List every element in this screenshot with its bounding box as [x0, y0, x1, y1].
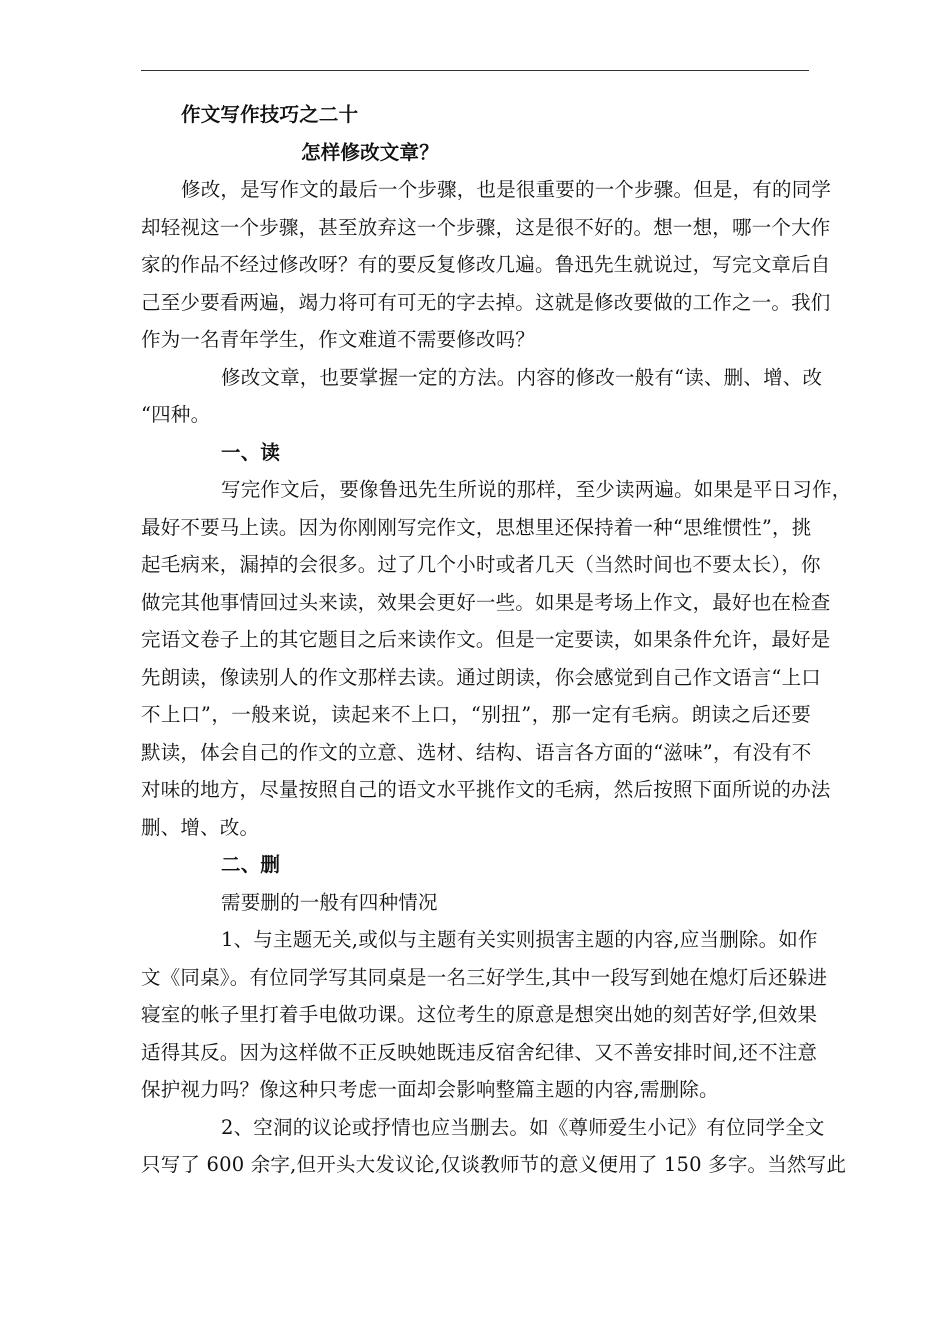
read-paragraph [141, 471, 852, 846]
text-line: 保护视力吗？像这种只考虑一面却会影响整篇主题的内容,需删除。 [141, 1078, 719, 1101]
text-line: 作为一名青年学生，作文难道不需要修改吗？ [141, 328, 536, 351]
method-paragraph [141, 359, 823, 434]
text-line: 对味的地方，尽量按照自己的语文水平挑作文的毛病，然后按照下面所说的办法 [141, 778, 831, 801]
text-line: 只写了 600 余字,但开头大发议论,仅谈教师节的意义便用了 150 多字。当然写此 [141, 1153, 847, 1176]
text-line: 己至少要看两遍，竭力将可有可无的字去掉。这就是修改要做的工作之一。我们 [141, 290, 831, 314]
section-heading-delete: 二、删 [221, 853, 281, 876]
text-line: “四种。 [141, 403, 211, 426]
header-rule [141, 70, 809, 71]
series-title: 作文写作技巧之二十 [181, 103, 359, 126]
article-title: 怎样修改文章？ [301, 140, 439, 164]
text-line: 寝室的帐子里打着手电做功课。这位考生的原意是想突出她的刻苦好学,但效果 [141, 1003, 818, 1026]
text-line: 先朗读，像读别人的作文那样去读。通过朗读，你会感觉到自己作文语言“上口 [141, 665, 821, 689]
text-line: 做完其他事情回过头来读，效果会更好一些。如果是考场上作文，最好也在检查 [141, 590, 831, 614]
text-line: 却轻视这一个步骤，甚至放弃这一个步骤，这是很不好的。想一想，哪一个大作 [141, 215, 831, 239]
delete-item-2 [141, 1109, 847, 1184]
text-line: 完语文卷子上的其它题目之后来读作文。但是一定要读，如果条件允许，最好是 [141, 628, 831, 651]
delete-item-1 [141, 921, 828, 1109]
text-line: 默读，体会自己的作文的立意、选材、结构、语言各方面的“滋味”，有没有不 [141, 740, 812, 764]
text-line: 家的作品不经过修改呀？有的要反复修改几遍。鲁迅先生就说过，写完文章后自 [141, 253, 831, 276]
text-line: 文《同桌》。有位同学写其同桌是一名三好学生,其中一段写到她在熄灯后还躲进 [141, 965, 828, 989]
text-line: 最好不要马上读。因为你刚刚写完作文，思想里还保持着一种“思维惯性”，挑 [141, 515, 812, 539]
text-line: 1、与主题无关,或似与主题有关实则损害主题的内容,应当删除。如作 [221, 928, 818, 951]
document-body [141, 96, 852, 1184]
intro-paragraph [141, 171, 832, 359]
text-line: 删、增、改。 [141, 815, 260, 839]
text-line: 起毛病来，漏掉的会很多。过了几个小时或者几天（当然时间也不要太长），你 [141, 553, 821, 576]
delete-intro: 需要删的一般有四种情况 [221, 890, 438, 914]
section-heading-read: 一、读 [221, 440, 281, 464]
text-line: 修改文章，也要掌握一定的方法。内容的修改一般有“读、删、增、改 [221, 365, 823, 389]
text-line: 不上口”，一般来说，读起来不上口，“别扭”，那一定有毛病。朗读之后还要 [141, 703, 811, 726]
text-line: 2、空洞的议论或抒情也应当删去。如《尊师爱生小记》有位同学全文 [221, 1115, 825, 1139]
text-line: 写完作文后，要像鲁迅先生所说的那样，至少读两遍。如果是平日习作， [221, 478, 852, 501]
text-line: 修改，是写作文的最后一个步骤，也是很重要的一个步骤。但是，有的同学 [181, 178, 832, 201]
text-line: 适得其反。因为这样做不正反映她既违反宿舍纪律、又不善安排时间,还不注意 [141, 1040, 818, 1064]
